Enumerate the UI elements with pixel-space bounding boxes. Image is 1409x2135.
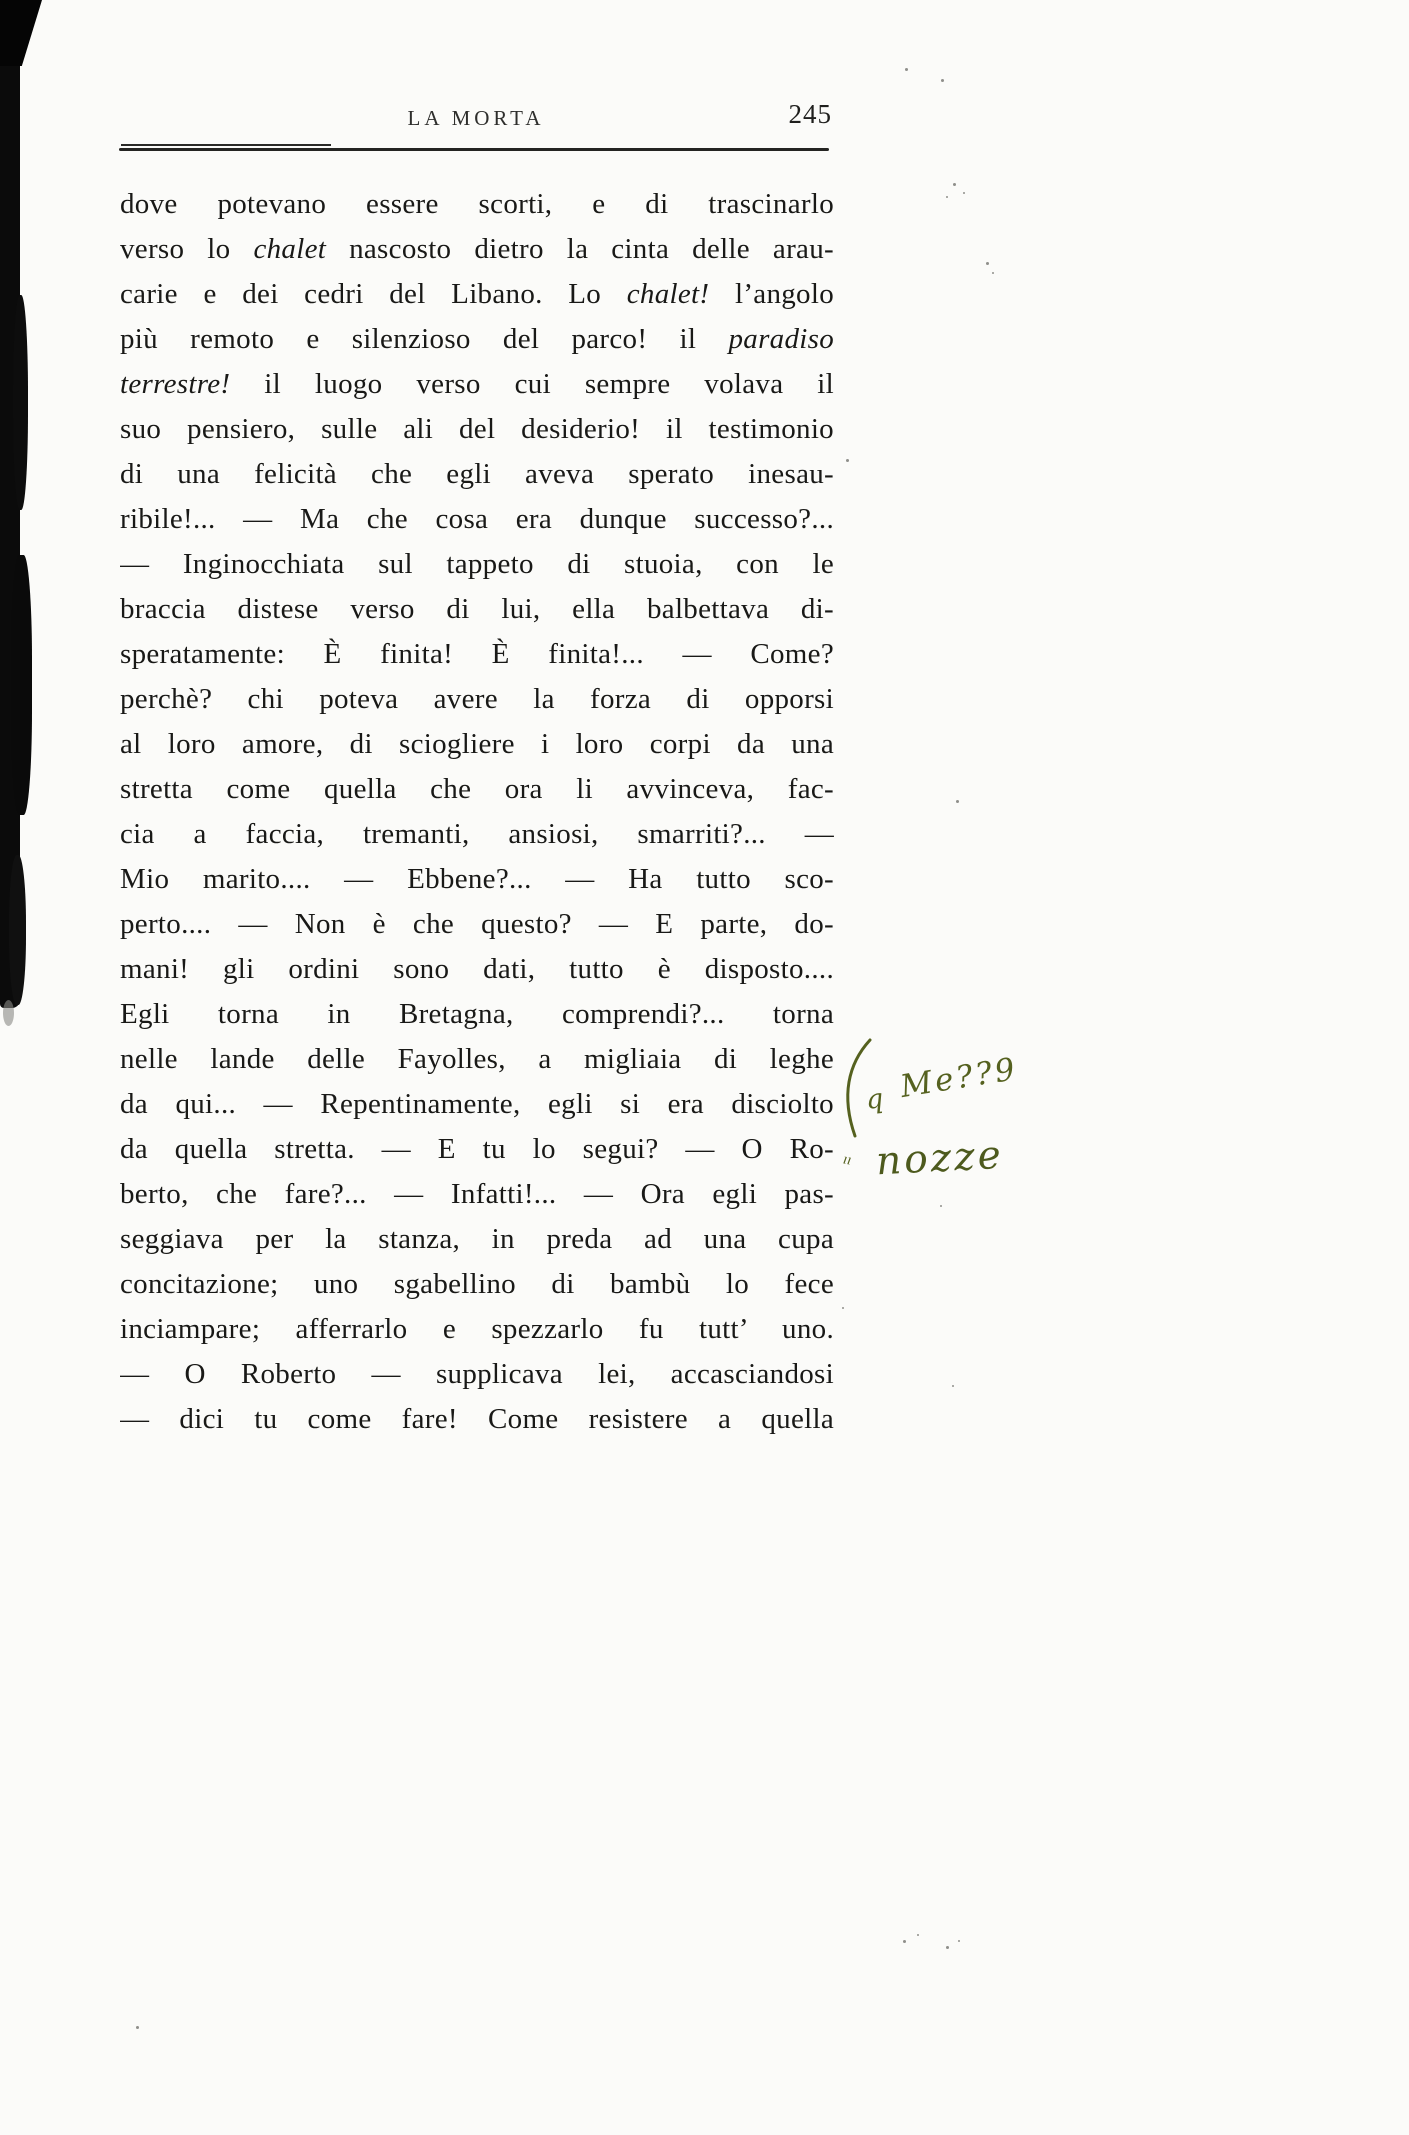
ink-speck: [953, 183, 956, 186]
ink-speck: [905, 68, 908, 71]
scan-gutter: [0, 0, 60, 1100]
text-segment: Mio marito.... — Ebbene?... — Ha tutto sco-: [120, 863, 834, 895]
page-text: [120, 182, 834, 1442]
running-title: LA MORTA: [407, 106, 545, 130]
text-segment: verso lo: [120, 233, 254, 265]
text-segment: dove potevano essere scorti, e di trascinarlo: [120, 188, 834, 220]
ink-speck: [903, 1940, 906, 1943]
margin-note-1-word: Me??9: [897, 1050, 1021, 1106]
text-line: [120, 587, 834, 632]
gutter-blob: [11, 555, 32, 815]
text-line: [120, 542, 834, 587]
ink-speck: [136, 2026, 139, 2029]
text-line: [120, 1397, 834, 1442]
text-line: [120, 992, 834, 1037]
text-segment: inciampare; afferrarlo e spezzarlo fu tutt’ uno.: [120, 1313, 834, 1345]
text-segment: l’angolo: [709, 278, 834, 310]
text-segment: — Inginocchiata sul tappeto di stuoia, con le: [120, 548, 834, 580]
text-segment: stretta come quella che ora li avvinceva, fac-: [120, 773, 834, 805]
italic-text: chalet: [253, 233, 327, 265]
text-segment: — O Roberto — supplicava lei, accasciandosi: [120, 1358, 834, 1390]
header-rule: [119, 148, 829, 151]
text-segment: braccia distese verso di lui, ella balbettava di-: [120, 593, 834, 625]
text-segment: da quella stretta. — E tu lo segui? — O Ro-: [120, 1133, 834, 1165]
text-segment: suo pensiero, sulle ali del desiderio! il testimonio: [120, 413, 834, 445]
text-line: [120, 947, 834, 992]
text-line: [120, 1172, 834, 1217]
text-segment: Egli torna in Bretagna, comprendi?... torna: [120, 998, 834, 1030]
ink-speck: [986, 262, 989, 265]
ink-speck: [917, 1934, 919, 1936]
text-segment: berto, che fare?... — Infatti!... — Ora egli pas-: [120, 1178, 834, 1210]
text-segment: più remoto e silenzioso del parco! il: [120, 323, 729, 355]
ink-speck: [946, 1946, 949, 1949]
text-line: [120, 902, 834, 947]
text-segment: al loro amore, di sciogliere i loro corpi da una: [120, 728, 834, 760]
text-segment: perto.... — Non è che questo? — E parte, do-: [120, 908, 834, 940]
text-line: [120, 272, 834, 317]
text-line: [120, 1217, 834, 1262]
ink-speck: [940, 1205, 942, 1207]
text-line: [120, 182, 834, 227]
text-line: [120, 722, 834, 767]
ink-speck: [956, 800, 959, 803]
text-line: [120, 452, 834, 497]
margin-tick-mark: ıı: [841, 1151, 853, 1169]
text-segment: cia a faccia, tremanti, ansiosi, smarriti?... —: [120, 818, 834, 850]
gutter-fade: [3, 1000, 14, 1026]
margin-note-1-letter: q: [864, 1083, 885, 1116]
text-segment: seggiava per la stanza, in preda ad una cupa: [120, 1223, 834, 1255]
text-line: [120, 1082, 834, 1127]
text-line: [120, 632, 834, 677]
text-line: [120, 317, 834, 362]
page-number: 245: [788, 99, 832, 129]
italic-text: terrestre!: [120, 368, 231, 400]
italic-text: paradiso: [728, 323, 834, 355]
text-segment: il luogo verso cui sempre volava il: [230, 368, 834, 400]
text-line: [120, 767, 834, 812]
ink-speck: [992, 272, 994, 274]
gutter-blob: [13, 295, 28, 510]
ink-speck: [946, 196, 948, 198]
text-line: [120, 227, 834, 272]
gutter-blob: [9, 855, 26, 1005]
margin-note-2: nozze: [874, 1132, 1005, 1185]
text-segment: da qui... — Repentinamente, egli si era disciolto: [120, 1088, 834, 1120]
text-segment: perchè? chi poteva avere la forza di opporsi: [120, 683, 834, 715]
text-segment: mani! gli ordini sono dati, tutto è disposto....: [120, 953, 834, 985]
text-line: [120, 1262, 834, 1307]
text-line: [120, 812, 834, 857]
text-line: [120, 1307, 834, 1352]
text-line: [120, 1127, 834, 1172]
text-line: [120, 362, 834, 407]
ink-speck: [952, 1385, 954, 1387]
text-segment: — dici tu come fare! Come resistere a quella: [120, 1403, 834, 1435]
text-segment: ribile!... — Ma che cosa era dunque successo?...: [120, 503, 834, 535]
text-segment: nelle lande delle Fayolles, a migliaia di leghe: [120, 1043, 834, 1075]
gutter-corner-wedge: [0, 0, 42, 66]
text-line: [120, 677, 834, 722]
text-segment: concitazione; uno sgabellino di bambù lo fece: [120, 1268, 834, 1300]
text-line: [120, 407, 834, 452]
text-line: [120, 1037, 834, 1082]
ink-speck: [941, 79, 944, 82]
text-segment: carie e dei cedri del Libano. Lo: [120, 278, 627, 310]
text-line: [120, 1352, 834, 1397]
text-line: [120, 497, 834, 542]
ink-speck: [842, 1307, 844, 1309]
text-segment: di una felicità che egli aveva sperato inesau-: [120, 458, 834, 490]
ink-speck: [846, 459, 849, 462]
italic-text: chalet!: [626, 278, 710, 310]
text-segment: speratamente: È finita! È finita!... — Come?: [120, 638, 834, 670]
ink-speck: [958, 1940, 960, 1942]
text-line: [120, 857, 834, 902]
ink-speck: [963, 192, 965, 194]
text-segment: nascosto dietro la cinta delle arau-: [326, 233, 834, 265]
